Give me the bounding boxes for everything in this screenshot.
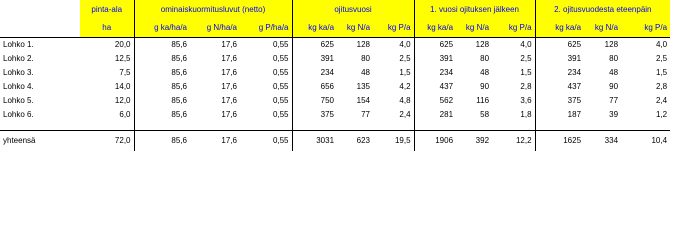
- value-cell: 562: [414, 94, 456, 108]
- spacer-row: [0, 122, 670, 131]
- spacer-cell: [0, 122, 80, 131]
- value-cell: 2,4: [655, 96, 668, 105]
- value-cell: 85,6: [134, 108, 190, 122]
- value-cell: 625: [535, 38, 584, 53]
- value-cell: 12,0: [114, 96, 131, 105]
- row-label: Lohko 4.: [3, 82, 34, 91]
- value-cell: 3031: [292, 131, 337, 152]
- unit-cell: kg N/a: [337, 19, 373, 38]
- value-cell: 334: [584, 131, 621, 152]
- value-cell: 17,6: [221, 68, 237, 77]
- unit-cell: g N/ha/a: [190, 19, 240, 38]
- header-corner-cell: [0, 0, 80, 19]
- value-cell: 4,0: [520, 40, 532, 49]
- unit-cell: g ka/ha/a: [134, 19, 190, 38]
- value-cell: 80: [609, 54, 619, 63]
- value-cell: 281: [414, 108, 456, 122]
- value-cell: 750: [292, 94, 337, 108]
- value-cell: 2,4: [399, 110, 411, 119]
- value-cell: 85,6: [134, 38, 190, 53]
- value-cell: 625: [292, 38, 337, 53]
- spacer-cell: [80, 122, 134, 131]
- value-cell: 20,0: [114, 40, 131, 49]
- row-label: Lohko 2.: [3, 54, 34, 63]
- value-cell: 128: [356, 40, 371, 49]
- row-label: yhteensä: [0, 131, 80, 152]
- emissions-header: ominaiskuormitusluvut (netto): [134, 0, 292, 19]
- value-cell: 17,6: [190, 131, 240, 152]
- value-cell: 0,55: [272, 110, 289, 119]
- value-cell: 1,8: [520, 110, 532, 119]
- value-cell: 0,55: [272, 68, 289, 77]
- value-cell: 0,55: [272, 82, 289, 91]
- row-label: Lohko 3.: [3, 68, 34, 77]
- spacer-cell: [240, 122, 292, 131]
- value-cell: 2,5: [655, 54, 668, 63]
- value-cell: 392: [456, 131, 492, 152]
- value-cell: 623: [337, 131, 373, 152]
- value-cell: 4,2: [399, 82, 411, 91]
- spacer-cell: [337, 122, 373, 131]
- value-cell: 4,8: [399, 96, 411, 105]
- value-cell: 12,2: [492, 131, 535, 152]
- value-cell: 656: [292, 80, 337, 94]
- unit-cell: kg ka/a: [414, 19, 456, 38]
- unit-cell: kg P/a: [373, 19, 414, 38]
- value-cell: 14,0: [114, 82, 131, 91]
- value-cell: 17,6: [221, 40, 237, 49]
- value-cell: 234: [535, 66, 584, 80]
- value-cell: 1,5: [399, 68, 411, 77]
- first-year-header: 1. vuosi ojituksen jälkeen: [414, 0, 535, 19]
- table-row: [0, 66, 670, 80]
- value-cell: 39: [609, 110, 619, 119]
- unit-cell: kg N/a: [456, 19, 492, 38]
- value-cell: 437: [414, 80, 456, 94]
- drain-year-header: ojitusvuosi: [292, 0, 414, 19]
- unit-cell: kg N/a: [584, 19, 621, 38]
- value-cell: 375: [535, 94, 584, 108]
- table-row: [0, 52, 670, 66]
- table-row: [0, 80, 670, 94]
- table-row: [0, 38, 670, 53]
- spacer-cell: [373, 122, 414, 131]
- table-row: [0, 108, 670, 122]
- value-cell: 154: [356, 96, 371, 105]
- value-cell: 0,55: [272, 54, 289, 63]
- value-cell: 625: [414, 38, 456, 53]
- value-cell: 48: [609, 68, 619, 77]
- value-cell: 72,0: [80, 131, 134, 152]
- value-cell: 7,5: [119, 68, 131, 77]
- value-cell: 77: [609, 96, 619, 105]
- value-cell: 0,55: [240, 131, 292, 152]
- value-cell: 1,5: [655, 68, 668, 77]
- value-cell: 85,6: [134, 66, 190, 80]
- row-label: Lohko 6.: [3, 110, 34, 119]
- spacer-cell: [456, 122, 492, 131]
- table-row: [0, 94, 670, 108]
- value-cell: 1906: [414, 131, 456, 152]
- spacer-cell: [535, 122, 584, 131]
- value-cell: 0,55: [272, 96, 289, 105]
- row-label: Lohko 5.: [3, 96, 34, 105]
- unit-cell: kg P/a: [621, 19, 670, 38]
- unit-cell: kg ka/a: [535, 19, 584, 38]
- value-cell: 234: [292, 66, 337, 80]
- value-cell: 2,5: [399, 54, 411, 63]
- spacer-cell: [414, 122, 456, 131]
- value-cell: 391: [535, 52, 584, 66]
- value-cell: 2,8: [655, 82, 668, 91]
- value-cell: 4,0: [655, 40, 668, 49]
- value-cell: 135: [356, 82, 371, 91]
- value-cell: 116: [476, 96, 490, 105]
- spacer-cell: [134, 122, 190, 131]
- value-cell: 17,6: [221, 96, 237, 105]
- value-cell: 128: [475, 40, 490, 49]
- value-cell: 19,5: [373, 131, 414, 152]
- value-cell: 80: [361, 54, 371, 63]
- header-corner-cell: [0, 19, 80, 38]
- value-cell: 17,6: [221, 54, 237, 63]
- value-cell: 85,6: [134, 52, 190, 66]
- header-group-row: [0, 0, 670, 19]
- unit-cell: kg P/a: [492, 19, 535, 38]
- value-cell: 391: [414, 52, 456, 66]
- spacer-cell: [190, 122, 240, 131]
- header-unit-row: [0, 19, 670, 38]
- value-cell: 85,6: [134, 131, 190, 152]
- value-cell: 12,5: [114, 54, 131, 63]
- value-cell: 234: [414, 66, 456, 80]
- value-cell: 187: [535, 108, 584, 122]
- value-cell: 85,6: [134, 94, 190, 108]
- value-cell: 90: [480, 82, 490, 91]
- value-cell: 17,6: [221, 82, 237, 91]
- spacer-cell: [292, 122, 337, 131]
- row-label: Lohko 1.: [3, 40, 34, 49]
- value-cell: 90: [609, 82, 619, 91]
- value-cell: 48: [480, 68, 490, 77]
- value-cell: 10,4: [621, 131, 670, 152]
- value-cell: 437: [535, 80, 584, 94]
- value-cell: 375: [292, 108, 337, 122]
- value-cell: 2,5: [520, 54, 532, 63]
- total-row: [0, 131, 670, 152]
- value-cell: 4,0: [399, 40, 411, 49]
- unit-cell: kg ka/a: [292, 19, 337, 38]
- value-cell: 128: [604, 40, 619, 49]
- value-cell: 1,5: [520, 68, 532, 77]
- unit-cell: g P/ha/a: [240, 19, 292, 38]
- value-cell: 48: [361, 68, 371, 77]
- value-cell: 77: [361, 110, 371, 119]
- unit-cell: ha: [80, 19, 134, 38]
- spacer-cell: [492, 122, 535, 131]
- value-cell: 6,0: [119, 110, 131, 119]
- value-cell: 17,6: [221, 110, 237, 119]
- value-cell: 80: [480, 54, 490, 63]
- value-cell: 0,55: [272, 40, 289, 49]
- value-cell: 2,8: [520, 82, 532, 91]
- second-year-header: 2. ojitusvuodesta eteenpäin: [535, 0, 670, 19]
- spacer-cell: [621, 122, 670, 131]
- spacer-cell: [584, 122, 621, 131]
- value-cell: 85,6: [134, 80, 190, 94]
- value-cell: 3,6: [520, 96, 532, 105]
- value-cell: 391: [292, 52, 337, 66]
- value-cell: 1625: [535, 131, 584, 152]
- value-cell: 58: [480, 110, 490, 119]
- value-cell: 1,2: [655, 110, 668, 119]
- area-header: pinta-ala: [80, 0, 134, 19]
